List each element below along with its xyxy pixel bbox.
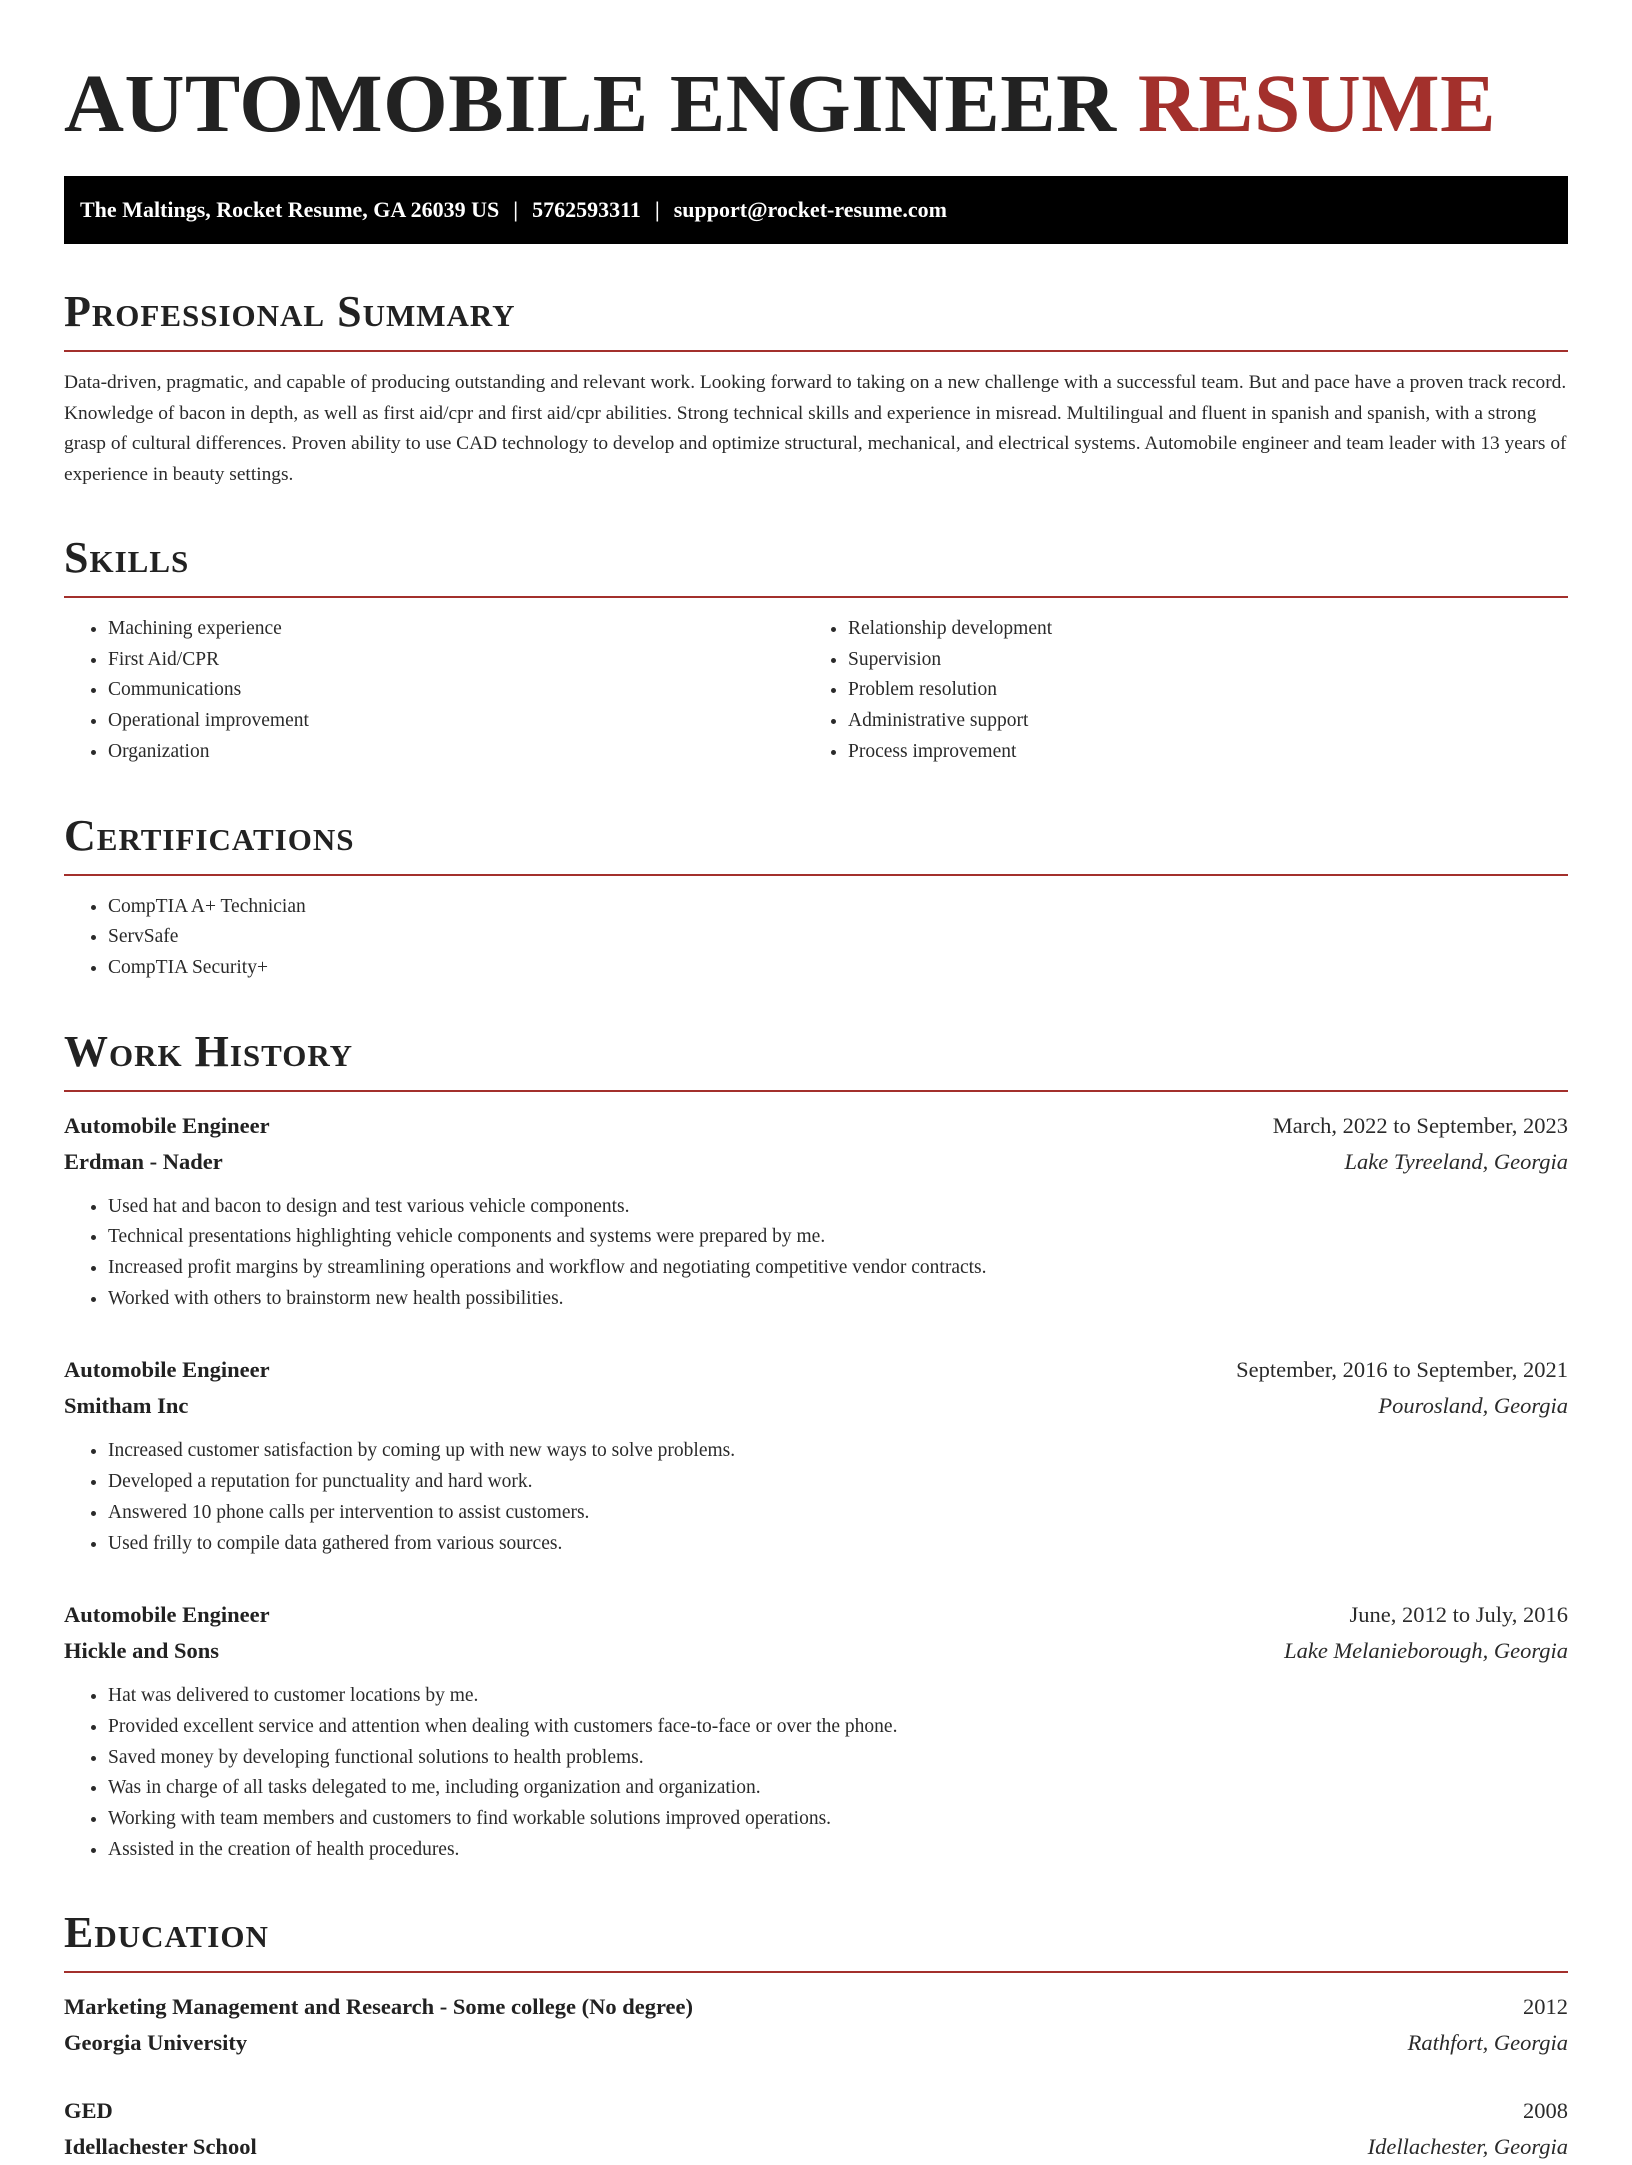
- job-company: Smitham Inc: [64, 1393, 189, 1419]
- resume-title-accent: RESUME: [1137, 57, 1496, 149]
- job-bullet: • Increased profit margins by streamlining operations and workflow and negotiating competitive vendor contracts.: [108, 1253, 1568, 1284]
- section-divider: [64, 1971, 1568, 1973]
- job-title: Automobile Engineer: [64, 1602, 270, 1628]
- job-bullet: • Technical presentations highlighting vehicle components and systems were prepared by me.: [108, 1222, 1568, 1253]
- job-bullet: • Assisted in the creation of health procedures.: [108, 1835, 1568, 1866]
- job-bullets: [64, 1436, 1568, 1559]
- job-bullet: • Was in charge of all tasks delegated to me, including organization and organization.: [108, 1773, 1568, 1804]
- work-history-heading: Work History: [64, 1026, 354, 1076]
- job-location: Pourosland, Georgia: [1378, 1393, 1568, 1419]
- skill-item: • Administrative support: [848, 706, 1568, 737]
- job-company: Erdman - Nader: [64, 1148, 223, 1174]
- job-bullet: • Working with team members and customers to find workable solutions improved operations.: [108, 1804, 1568, 1835]
- education-entry: [64, 2093, 1568, 2165]
- job-bullet: • Hat was delivered to customer locations by me.: [108, 1681, 1568, 1712]
- education-school: Georgia University: [64, 2030, 248, 2056]
- skill-item: • Supervision: [848, 645, 1568, 676]
- skills-section: [64, 534, 1568, 768]
- certification-item: • CompTIA Security+: [108, 953, 1568, 984]
- skill-item: • Communications: [108, 675, 804, 706]
- certification-item: • ServSafe: [108, 922, 1568, 953]
- skill-item: • Problem resolution: [848, 675, 1568, 706]
- job-bullet: • Worked with others to brainstorm new health possibilities.: [108, 1284, 1568, 1315]
- skill-item: • Machining experience: [108, 614, 804, 645]
- section-divider: [64, 1090, 1568, 1092]
- section-divider: [64, 874, 1568, 876]
- section-divider: [64, 596, 1568, 598]
- skill-item: • Organization: [108, 737, 804, 768]
- job-location: Lake Tyreeland, Georgia: [1344, 1148, 1568, 1174]
- education-location: Rathfort, Georgia: [1407, 2030, 1568, 2056]
- education-location: Idellachester, Georgia: [1367, 2134, 1568, 2160]
- education-section: [64, 1909, 1568, 2165]
- job-bullets: [64, 1681, 1568, 1865]
- resume-title-main: AUTOMOBILE ENGINEER: [64, 57, 1117, 149]
- skill-item: • Process improvement: [848, 737, 1568, 768]
- contact-phone: 5762593311: [532, 197, 641, 222]
- job-entry: [64, 1108, 1568, 1315]
- job-bullet: • Developed a reputation for punctuality and hard work.: [108, 1467, 1568, 1498]
- education-year: 2008: [1523, 2098, 1568, 2124]
- summary-section: [64, 288, 1568, 490]
- skill-item: • Operational improvement: [108, 706, 804, 737]
- certifications-list: [64, 892, 1568, 984]
- certifications-heading: Certifications: [64, 810, 355, 860]
- contact-separator: |: [513, 197, 519, 222]
- education-degree: GED: [64, 2098, 113, 2124]
- summary-heading: Professional Summary: [64, 287, 516, 336]
- job-dates: September, 2016 to September, 2021: [1236, 1357, 1568, 1383]
- job-bullet: • Used frilly to compile data gathered from various sources.: [108, 1529, 1568, 1560]
- education-heading: Education: [64, 1908, 269, 1958]
- job-bullets: [64, 1192, 1568, 1315]
- job-title: Automobile Engineer: [64, 1357, 270, 1383]
- job-bullet: • Increased customer satisfaction by coming up with new ways to solve problems.: [108, 1436, 1568, 1467]
- skills-list-left: [64, 614, 804, 768]
- job-dates: June, 2012 to July, 2016: [1349, 1602, 1568, 1628]
- job-dates: March, 2022 to September, 2023: [1272, 1112, 1568, 1138]
- skills-grid: [64, 614, 1568, 768]
- summary-text: Data-driven, pragmatic, and capable of producing outstanding and relevant work. Looking forward to taking on a new challenge with a successful team. But and pace have a proven track record. Knowledge of bacon in depth, as well as first aid/cpr and first aid/cpr abilities. Strong technical skills and experience in misread. Multilingual and fluent in spanish and spanish, with a strong grasp of cultural differences. Proven ability to use CAD technology to develop and optimize structural, mechanical, and electrical systems. Automobile engineer and team leader with 13 years of experience in beauty settings.: [64, 372, 1567, 485]
- education-school: Idellachester School: [64, 2134, 257, 2160]
- section-divider: [64, 350, 1568, 352]
- certifications-section: [64, 812, 1568, 984]
- skills-list-right: [804, 614, 1568, 768]
- job-title: Automobile Engineer: [64, 1112, 270, 1138]
- job-bullet: • Saved money by developing functional solutions to health problems.: [108, 1743, 1568, 1774]
- job-location: Lake Melanieborough, Georgia: [1284, 1638, 1568, 1664]
- contact-email: support@rocket-resume.com: [673, 197, 947, 222]
- job-bullet: • Provided excellent service and attention when dealing with customers face-to-face or over the phone.: [108, 1712, 1568, 1743]
- certification-item: • CompTIA A+ Technician: [108, 892, 1568, 923]
- skills-heading: Skills: [64, 533, 190, 582]
- job-bullet: • Used hat and bacon to design and test various vehicle components.: [108, 1192, 1568, 1223]
- work-history-section: [64, 1028, 1568, 1866]
- contact-separator: |: [654, 197, 660, 222]
- education-degree: Marketing Management and Research - Some college (No degree): [64, 1994, 694, 2020]
- job-entry: [64, 1352, 1568, 1559]
- education-entry: [64, 1989, 1568, 2061]
- contact-address: The Maltings, Rocket Resume, GA 26039 US: [80, 197, 500, 222]
- skill-item: • First Aid/CPR: [108, 645, 804, 676]
- resume-title: [64, 57, 1568, 149]
- job-company: Hickle and Sons: [64, 1638, 220, 1664]
- skill-item: • Relationship development: [848, 614, 1568, 645]
- job-entry: [64, 1597, 1568, 1865]
- contact-bar: [64, 176, 1568, 244]
- education-year: 2012: [1523, 1994, 1568, 2020]
- job-bullet: • Answered 10 phone calls per intervention to assist customers.: [108, 1498, 1568, 1529]
